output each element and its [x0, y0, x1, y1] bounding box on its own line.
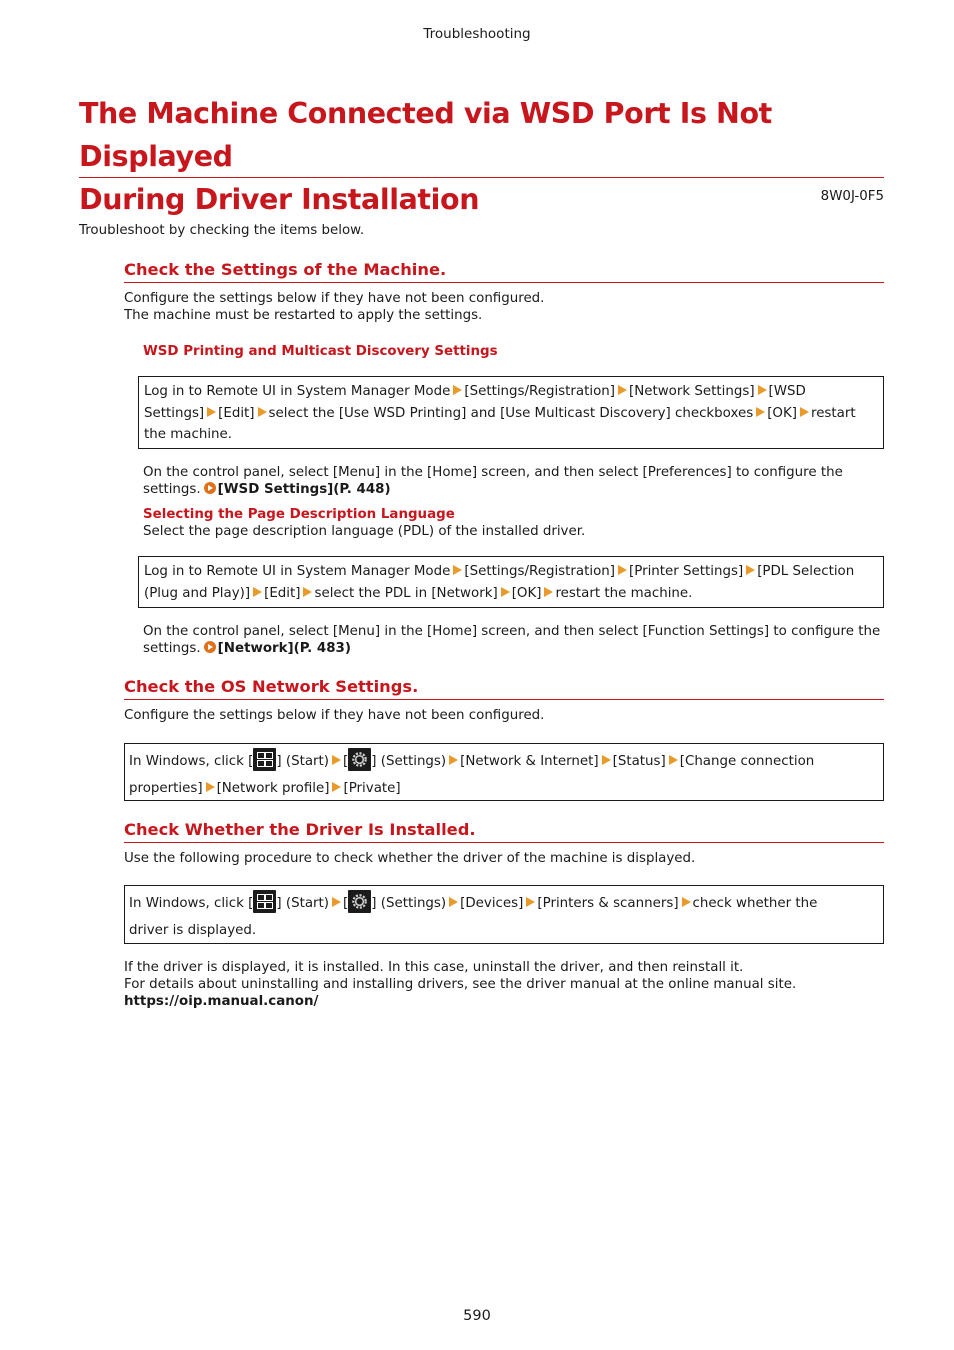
windows-start-icon	[253, 748, 276, 771]
step-text: [Edit]	[218, 405, 255, 421]
procedure-box-network	[124, 743, 884, 801]
step-text: ] (Start)	[276, 896, 330, 911]
step-text: restart	[810, 405, 856, 421]
step-text: [Printer Settings]	[629, 564, 744, 579]
page-number: 590	[463, 1308, 491, 1324]
triangle-right-icon	[758, 385, 767, 395]
page-title-line1: The Machine Connected via WSD Port Is Not Displayed	[79, 97, 772, 173]
step-text: [WSD	[768, 384, 806, 399]
step-text: Log in to Remote UI in System Manager Mode	[144, 564, 451, 579]
wsd-panel-note	[143, 464, 885, 498]
step-text: [Change connection	[679, 754, 815, 769]
subheading-pdl: Selecting the Page Description Language	[143, 507, 455, 522]
step-text: check whether the	[692, 896, 818, 911]
step-text: [Network profile]	[216, 781, 330, 796]
triangle-right-icon	[602, 755, 611, 765]
section1-desc-line2: The machine must be restarted to apply the settings.	[124, 308, 483, 323]
step-text: [	[343, 754, 349, 769]
pdl-note-line1: On the control panel, select [Menu] in the [Home] screen, and then select [Function Settings] to configure the	[143, 624, 881, 639]
step-text: In Windows, click [	[129, 754, 254, 769]
page-title-line2: During Driver Installation	[79, 183, 480, 216]
triangle-right-icon	[501, 587, 510, 597]
gear-icon	[348, 890, 371, 913]
step-text: select the PDL in [Network]	[314, 585, 498, 601]
circle-arrow-icon	[204, 641, 216, 653]
network-link[interactable]: [Network](P. 483)	[217, 641, 351, 656]
section-heading-machine-settings: Check the Settings of the Machine.	[124, 260, 884, 283]
step-text: [Settings/Registration]	[464, 564, 615, 579]
wsd-settings-link[interactable]: [WSD Settings](P. 448)	[217, 482, 391, 497]
pdl-note-prefix: settings.	[143, 641, 201, 656]
triangle-right-icon	[303, 587, 312, 597]
pdl-description: Select the page description language (PDL) of the installed driver.	[143, 524, 586, 539]
triangle-right-icon	[618, 385, 627, 395]
windows-start-icon	[253, 890, 276, 913]
step-text: [Settings/Registration]	[464, 384, 615, 399]
procedure-box-wsd	[138, 376, 884, 449]
section3-description: Use the following procedure to check whether the driver of the machine is displayed.	[124, 851, 696, 866]
step-text: [	[343, 896, 349, 911]
triangle-right-icon	[449, 755, 458, 765]
result-line2: For details about uninstalling and installing drivers, see the driver manual at the online manual site.	[124, 977, 797, 992]
title-divider	[79, 177, 884, 178]
step-text: [Network Settings]	[629, 384, 755, 399]
step-text: [Printers & scanners]	[537, 896, 679, 911]
step-text: [PDL Selection	[757, 564, 855, 579]
step-text: Settings]	[144, 405, 205, 421]
triangle-right-icon	[253, 587, 262, 597]
wsd-note-prefix: settings.	[143, 482, 201, 497]
gear-icon	[348, 748, 371, 771]
triangle-right-icon	[526, 897, 535, 907]
manual-site-link[interactable]: https://oip.manual.canon/	[124, 994, 319, 1009]
document-id: 8W0J-0F5	[820, 189, 884, 204]
triangle-right-icon	[453, 385, 462, 395]
step-text: [OK]	[767, 405, 797, 421]
triangle-right-icon	[756, 407, 765, 417]
running-header: Troubleshooting	[423, 26, 531, 42]
wsd-note-line1: On the control panel, select [Menu] in the [Home] screen, and then select [Preferences] to configure the	[143, 465, 843, 480]
step-text: In Windows, click [	[129, 896, 254, 911]
subheading-wsd-settings: WSD Printing and Multicast Discovery Settings	[143, 344, 498, 359]
triangle-right-icon	[332, 897, 341, 907]
section1-desc-line1: Configure the settings below if they have not been configured.	[124, 291, 545, 306]
step-text: properties]	[129, 781, 203, 796]
triangle-right-icon	[800, 407, 809, 417]
intro-text: Troubleshoot by checking the items below.	[79, 223, 365, 238]
step-text: [OK]	[511, 585, 542, 601]
step-text: (Plug and Play)]	[144, 585, 251, 601]
triangle-right-icon	[207, 407, 216, 417]
section-heading-driver-installed: Check Whether the Driver Is Installed.	[124, 820, 884, 843]
step-text: select the [Use WSD Printing] and [Use Multicast Discovery] checkboxes	[268, 405, 754, 421]
triangle-right-icon	[618, 565, 627, 575]
triangle-right-icon	[206, 782, 215, 792]
pdl-panel-note	[143, 623, 885, 657]
step-text: [Status]	[612, 754, 666, 769]
result-line1: If the driver is displayed, it is installed. In this case, uninstall the driver, and then reinstall it.	[124, 960, 744, 975]
step-text: [Devices]	[460, 896, 524, 911]
triangle-right-icon	[453, 565, 462, 575]
triangle-right-icon	[332, 755, 341, 765]
triangle-right-icon	[332, 782, 341, 792]
triangle-right-icon	[258, 407, 267, 417]
step-text: ] (Start)	[276, 754, 330, 769]
triangle-right-icon	[544, 587, 553, 597]
section1-description	[124, 290, 884, 324]
step-text: the machine.	[144, 427, 233, 442]
step-text: [Network & Internet]	[460, 754, 599, 769]
triangle-right-icon	[669, 755, 678, 765]
triangle-right-icon	[746, 565, 755, 575]
procedure-box-pdl	[138, 556, 884, 608]
triangle-right-icon	[449, 897, 458, 907]
step-text: driver is displayed.	[129, 923, 257, 938]
page-title	[79, 92, 884, 221]
step-text: restart the machine.	[555, 585, 693, 601]
step-text: ] (Settings)	[371, 754, 447, 769]
step-text: Log in to Remote UI in System Manager Mode	[144, 384, 451, 399]
procedure-box-driver	[124, 885, 884, 944]
triangle-right-icon	[682, 897, 691, 907]
step-text: [Edit]	[264, 585, 301, 601]
step-text: [Private]	[343, 781, 401, 796]
section-heading-os-network: Check the OS Network Settings.	[124, 677, 884, 700]
driver-result-text	[124, 959, 884, 1010]
section2-description: Configure the settings below if they have not been configured.	[124, 708, 545, 723]
circle-arrow-icon	[204, 482, 216, 494]
step-text: ] (Settings)	[371, 896, 447, 911]
